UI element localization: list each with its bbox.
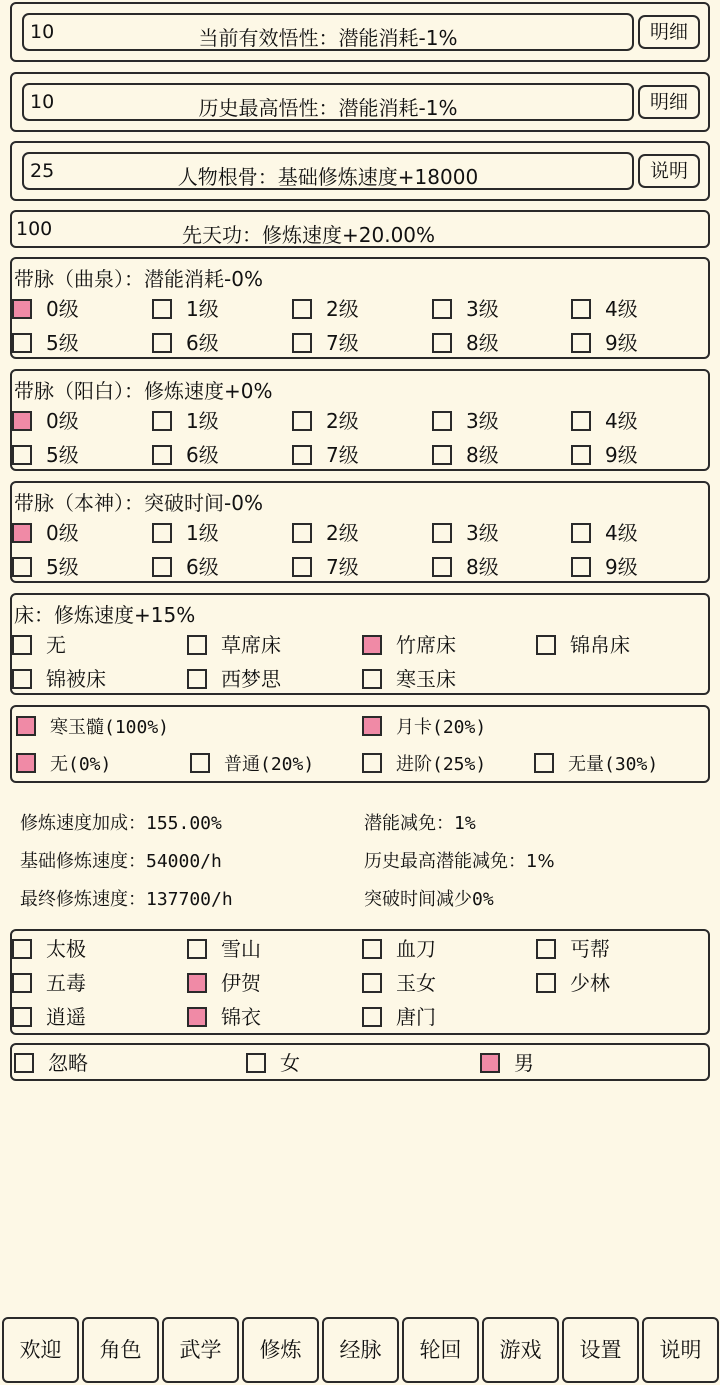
checkbox-box[interactable]	[571, 557, 591, 577]
meridian-ququan-level-9-label: 9级	[605, 331, 638, 355]
checkbox-box[interactable]	[362, 716, 382, 736]
gender-panel	[10, 1043, 710, 1081]
yueka-checkbox[interactable]	[362, 716, 486, 742]
speed-bonus-stat: 修炼速度加成：155.00%	[20, 813, 222, 834]
tier-option-1-label: 普通(20%)	[224, 754, 315, 775]
checkbox-box[interactable]	[187, 635, 207, 655]
meridian-ququan-level-5-label: 5级	[46, 331, 79, 355]
checkbox-box[interactable]	[362, 1007, 382, 1027]
history-insight-field[interactable]	[22, 83, 634, 121]
checkbox-box[interactable]	[12, 299, 32, 319]
checkbox-box[interactable]	[480, 1053, 500, 1073]
tier-option-2[interactable]	[362, 753, 486, 779]
bed-option-1-label: 草席床	[221, 633, 281, 657]
root-bone-desc: 人物根骨：基础修炼速度+18000	[177, 165, 479, 189]
meridian-benshen-level-0[interactable]	[12, 521, 79, 547]
school-option-3[interactable]	[536, 937, 610, 963]
checkbox-box[interactable]	[12, 445, 32, 465]
boost-panel	[10, 705, 710, 783]
root-bone-panel	[10, 141, 710, 201]
meridian-benshen-level-4-label: 4级	[605, 521, 638, 545]
meridian-yangbai-level-3-label: 3级	[466, 409, 499, 433]
meridian-yangbai-level-5-label: 5级	[46, 443, 79, 467]
school-option-4-label: 五毒	[46, 971, 86, 995]
nav-button-7[interactable]: 设置	[562, 1317, 639, 1383]
root-bone-value: 25	[30, 160, 55, 182]
nav-button-0[interactable]: 欢迎	[2, 1317, 79, 1383]
meridian-ququan-level-6[interactable]	[152, 331, 219, 357]
meridian-benshen-level-8[interactable]	[432, 555, 499, 581]
checkbox-box[interactable]	[292, 523, 312, 543]
meridian-yangbai-level-3[interactable]	[432, 409, 499, 435]
bed-option-3-label: 锦帛床	[570, 633, 630, 657]
meridian-ququan-level-3[interactable]	[432, 297, 499, 323]
history-insight-detail-button[interactable]: 明细	[638, 85, 700, 119]
checkbox-box[interactable]	[571, 411, 591, 431]
tier-option-2-label: 进阶(25%)	[396, 754, 487, 775]
checkbox-box[interactable]	[152, 333, 172, 353]
gender-option-1[interactable]	[246, 1051, 300, 1077]
bed-option-5-label: 西梦思	[221, 667, 281, 691]
checkbox-box[interactable]	[12, 973, 32, 993]
history-insight-desc: 历史最高悟性：潜能消耗-1%	[198, 96, 458, 120]
gender-option-2[interactable]	[480, 1051, 534, 1077]
checkbox-box[interactable]	[362, 635, 382, 655]
checkbox-box[interactable]	[432, 333, 452, 353]
bed-title: 床：修炼速度+15%	[14, 603, 196, 627]
meridian-ququan-level-1[interactable]	[152, 297, 219, 323]
checkbox-box[interactable]	[571, 445, 591, 465]
checkbox-box[interactable]	[362, 939, 382, 959]
bed-option-5[interactable]	[187, 667, 281, 693]
meridian-benshen-level-4[interactable]	[571, 521, 638, 547]
meridian-ququan-panel	[10, 257, 710, 359]
meridian-yangbai-level-9-label: 9级	[605, 443, 638, 467]
meridian-benshen-level-1[interactable]	[152, 521, 219, 547]
checkbox-box[interactable]	[187, 1007, 207, 1027]
meridian-yangbai-level-0[interactable]	[12, 409, 79, 435]
meridian-benshen-level-0-label: 0级	[46, 521, 79, 545]
meridian-yangbai-level-6[interactable]	[152, 443, 219, 469]
meridian-yangbai-level-6-label: 6级	[186, 443, 219, 467]
meridian-benshen-level-7[interactable]	[292, 555, 359, 581]
checkbox-box[interactable]	[187, 973, 207, 993]
checkbox-box[interactable]	[12, 939, 32, 959]
meridian-yangbai-level-2-label: 2级	[326, 409, 359, 433]
checkbox-box[interactable]	[12, 669, 32, 689]
bed-option-6[interactable]	[362, 667, 456, 693]
meridian-yangbai-level-7-label: 7级	[326, 443, 359, 467]
school-option-8[interactable]	[12, 1005, 86, 1031]
checkbox-box[interactable]	[152, 445, 172, 465]
meridian-benshen-level-2[interactable]	[292, 521, 359, 547]
meridian-ququan-level-0-label: 0级	[46, 297, 79, 321]
tier-option-0-label: 无(0%)	[50, 754, 112, 775]
checkbox-box[interactable]	[12, 523, 32, 543]
meridian-benshen-level-5[interactable]	[12, 555, 79, 581]
meridian-benshen-level-8-label: 8级	[466, 555, 499, 579]
nav-button-5[interactable]: 轮回	[402, 1317, 479, 1383]
meridian-ququan-level-1-label: 1级	[186, 297, 219, 321]
tier-option-1[interactable]	[190, 753, 314, 779]
meridian-benshen-level-2-label: 2级	[326, 521, 359, 545]
meridian-ququan-level-8[interactable]	[432, 331, 499, 357]
checkbox-box[interactable]	[12, 1007, 32, 1027]
tier-option-3-label: 无量(30%)	[568, 754, 659, 775]
final-speed-stat: 最终修炼速度：137700/h	[20, 889, 233, 910]
school-panel	[10, 929, 710, 1035]
bed-option-4[interactable]	[12, 667, 106, 693]
checkbox-box[interactable]	[432, 523, 452, 543]
innate-value: 100	[16, 218, 53, 240]
bed-panel	[10, 593, 710, 695]
school-option-0-label: 太极	[46, 937, 86, 961]
checkbox-box[interactable]	[152, 411, 172, 431]
school-option-3-label: 丐帮	[570, 937, 610, 961]
school-option-10[interactable]	[362, 1005, 436, 1031]
checkbox-box[interactable]	[432, 557, 452, 577]
meridian-ququan-level-9[interactable]	[571, 331, 638, 357]
hanyusui-checkbox[interactable]	[16, 716, 169, 742]
current-insight-desc: 当前有效悟性：潜能消耗-1%	[198, 26, 458, 50]
meridian-yangbai-level-0-label: 0级	[46, 409, 79, 433]
checkbox-box[interactable]	[536, 635, 556, 655]
meridian-yangbai-level-4-label: 4级	[605, 409, 638, 433]
bed-option-0[interactable]	[12, 633, 66, 659]
meridian-yangbai-level-5[interactable]	[12, 443, 79, 469]
current-insight-field[interactable]	[22, 13, 634, 51]
meridian-benshen-level-3[interactable]	[432, 521, 499, 547]
checkbox-box[interactable]	[432, 411, 452, 431]
nav-button-6[interactable]: 游戏	[482, 1317, 559, 1383]
potential-reduce-stat: 潜能减免：1%	[364, 813, 476, 834]
nav-button-8[interactable]: 说明	[642, 1317, 719, 1383]
meridian-yangbai-level-1-label: 1级	[186, 409, 219, 433]
meridian-yangbai-level-4[interactable]	[571, 409, 638, 435]
meridian-benshen-level-6[interactable]	[152, 555, 219, 581]
meridian-ququan-level-8-label: 8级	[466, 331, 499, 355]
meridian-yangbai-panel	[10, 369, 710, 471]
checkbox-box[interactable]	[571, 333, 591, 353]
checkbox-box[interactable]	[292, 445, 312, 465]
checkbox-box[interactable]	[536, 973, 556, 993]
meridian-benshen-panel	[10, 481, 710, 583]
meridian-yangbai-level-2[interactable]	[292, 409, 359, 435]
bed-option-6-label: 寒玉床	[396, 667, 456, 691]
checkbox-box[interactable]	[12, 557, 32, 577]
meridian-ququan-level-4-label: 4级	[605, 297, 638, 321]
meridian-yangbai-level-7[interactable]	[292, 443, 359, 469]
base-speed-stat: 基础修炼速度：54000/h	[20, 851, 222, 872]
bed-option-1[interactable]	[187, 633, 281, 659]
checkbox-box[interactable]	[292, 557, 312, 577]
checkbox-box[interactable]	[14, 1053, 34, 1073]
root-bone-field[interactable]	[22, 152, 634, 190]
checkbox-box[interactable]	[571, 299, 591, 319]
school-option-10-label: 唐门	[396, 1005, 436, 1029]
gender-option-0[interactable]	[14, 1051, 88, 1077]
meridian-ququan-title: 带脉（曲泉）：潜能消耗-0%	[14, 267, 263, 291]
nav-button-1[interactable]: 角色	[82, 1317, 159, 1383]
innate-desc: 先天功：修炼速度+20.00%	[182, 223, 436, 247]
school-option-6-label: 玉女	[396, 971, 436, 995]
checkbox-box[interactable]	[190, 753, 210, 773]
innate-field[interactable]	[10, 210, 710, 248]
bed-option-3[interactable]	[536, 633, 630, 659]
school-option-0[interactable]	[12, 937, 86, 963]
school-option-8-label: 逍遥	[46, 1005, 86, 1029]
nav-button-3[interactable]: 修炼	[242, 1317, 319, 1383]
school-option-9-label: 锦衣	[221, 1005, 261, 1029]
meridian-yangbai-level-8-label: 8级	[466, 443, 499, 467]
meridian-benshen-level-6-label: 6级	[186, 555, 219, 579]
meridian-ququan-level-7[interactable]	[292, 331, 359, 357]
checkbox-box[interactable]	[187, 939, 207, 959]
checkbox-box[interactable]	[292, 333, 312, 353]
checkbox-box[interactable]	[246, 1053, 266, 1073]
checkbox-box[interactable]	[432, 445, 452, 465]
bed-option-2[interactable]	[362, 633, 456, 659]
checkbox-box[interactable]	[187, 669, 207, 689]
meridian-yangbai-level-1[interactable]	[152, 409, 219, 435]
nav-button-4[interactable]: 经脉	[322, 1317, 399, 1383]
school-option-9[interactable]	[187, 1005, 261, 1031]
gender-option-1-label: 女	[280, 1051, 300, 1075]
school-option-1[interactable]	[187, 937, 261, 963]
school-option-7-label: 少林	[570, 971, 610, 995]
meridian-benshen-level-1-label: 1级	[186, 521, 219, 545]
school-option-6[interactable]	[362, 971, 436, 997]
tier-option-0[interactable]	[16, 753, 111, 779]
checkbox-box[interactable]	[362, 973, 382, 993]
bed-option-2-label: 竹席床	[396, 633, 456, 657]
checkbox-box[interactable]	[536, 939, 556, 959]
checkbox-box[interactable]	[152, 299, 172, 319]
checkbox-box[interactable]	[152, 523, 172, 543]
checkbox-box[interactable]	[292, 411, 312, 431]
meridian-yangbai-title: 带脉（阳白）：修炼速度+0%	[14, 379, 273, 403]
meridian-yangbai-level-8[interactable]	[432, 443, 499, 469]
meridian-ququan-level-5[interactable]	[12, 331, 79, 357]
gender-option-0-label: 忽略	[48, 1051, 88, 1075]
current-insight-value: 10	[30, 21, 55, 43]
checkbox-box[interactable]	[432, 299, 452, 319]
current-insight-panel	[10, 2, 710, 62]
checkbox-box[interactable]	[12, 333, 32, 353]
history-insight-value: 10	[30, 91, 55, 113]
meridian-ququan-level-4[interactable]	[571, 297, 638, 323]
checkbox-box[interactable]	[292, 299, 312, 319]
checkbox-box[interactable]	[16, 716, 36, 736]
school-option-4[interactable]	[12, 971, 86, 997]
meridian-benshen-level-7-label: 7级	[326, 555, 359, 579]
meridian-benshen-level-5-label: 5级	[46, 555, 79, 579]
school-option-1-label: 雪山	[221, 937, 261, 961]
root-bone-info-button[interactable]: 说明	[638, 154, 700, 188]
bottom-nav	[0, 1315, 720, 1385]
history-insight-panel	[10, 72, 710, 132]
bed-option-4-label: 锦被床	[46, 667, 106, 691]
checkbox-box[interactable]	[12, 411, 32, 431]
school-option-2-label: 血刀	[396, 937, 436, 961]
meridian-ququan-level-7-label: 7级	[326, 331, 359, 355]
checkbox-box[interactable]	[16, 753, 36, 773]
gender-option-2-label: 男	[514, 1051, 534, 1075]
checkbox-box[interactable]	[534, 753, 554, 773]
nav-button-2[interactable]: 武学	[162, 1317, 239, 1383]
hanyusui-label: 寒玉髓(100%)	[50, 717, 170, 738]
meridian-ququan-level-6-label: 6级	[186, 331, 219, 355]
meridian-benshen-level-3-label: 3级	[466, 521, 499, 545]
meridian-ququan-level-0[interactable]	[12, 297, 79, 323]
meridian-yangbai-level-9[interactable]	[571, 443, 638, 469]
yueka-label: 月卡(20%)	[396, 717, 487, 738]
checkbox-box[interactable]	[152, 557, 172, 577]
breakthrough-reduce-stat: 突破时间减少0%	[364, 889, 494, 910]
current-insight-detail-button[interactable]: 明细	[638, 15, 700, 49]
checkbox-box[interactable]	[571, 523, 591, 543]
checkbox-box[interactable]	[12, 635, 32, 655]
school-option-2[interactable]	[362, 937, 436, 963]
meridian-ququan-level-2[interactable]	[292, 297, 359, 323]
history-potential-reduce-stat: 历史最高潜能减免：1%	[364, 851, 555, 872]
school-option-7[interactable]	[536, 971, 610, 997]
meridian-ququan-level-2-label: 2级	[326, 297, 359, 321]
meridian-benshen-level-9-label: 9级	[605, 555, 638, 579]
checkbox-box[interactable]	[362, 753, 382, 773]
bed-option-0-label: 无	[46, 633, 66, 657]
school-option-5-label: 伊贺	[221, 971, 261, 995]
meridian-benshen-level-9[interactable]	[571, 555, 638, 581]
checkbox-box[interactable]	[362, 669, 382, 689]
meridian-benshen-title: 带脉（本神）：突破时间-0%	[14, 491, 263, 515]
meridian-ququan-level-3-label: 3级	[466, 297, 499, 321]
tier-option-3[interactable]	[534, 753, 658, 779]
school-option-5[interactable]	[187, 971, 261, 997]
